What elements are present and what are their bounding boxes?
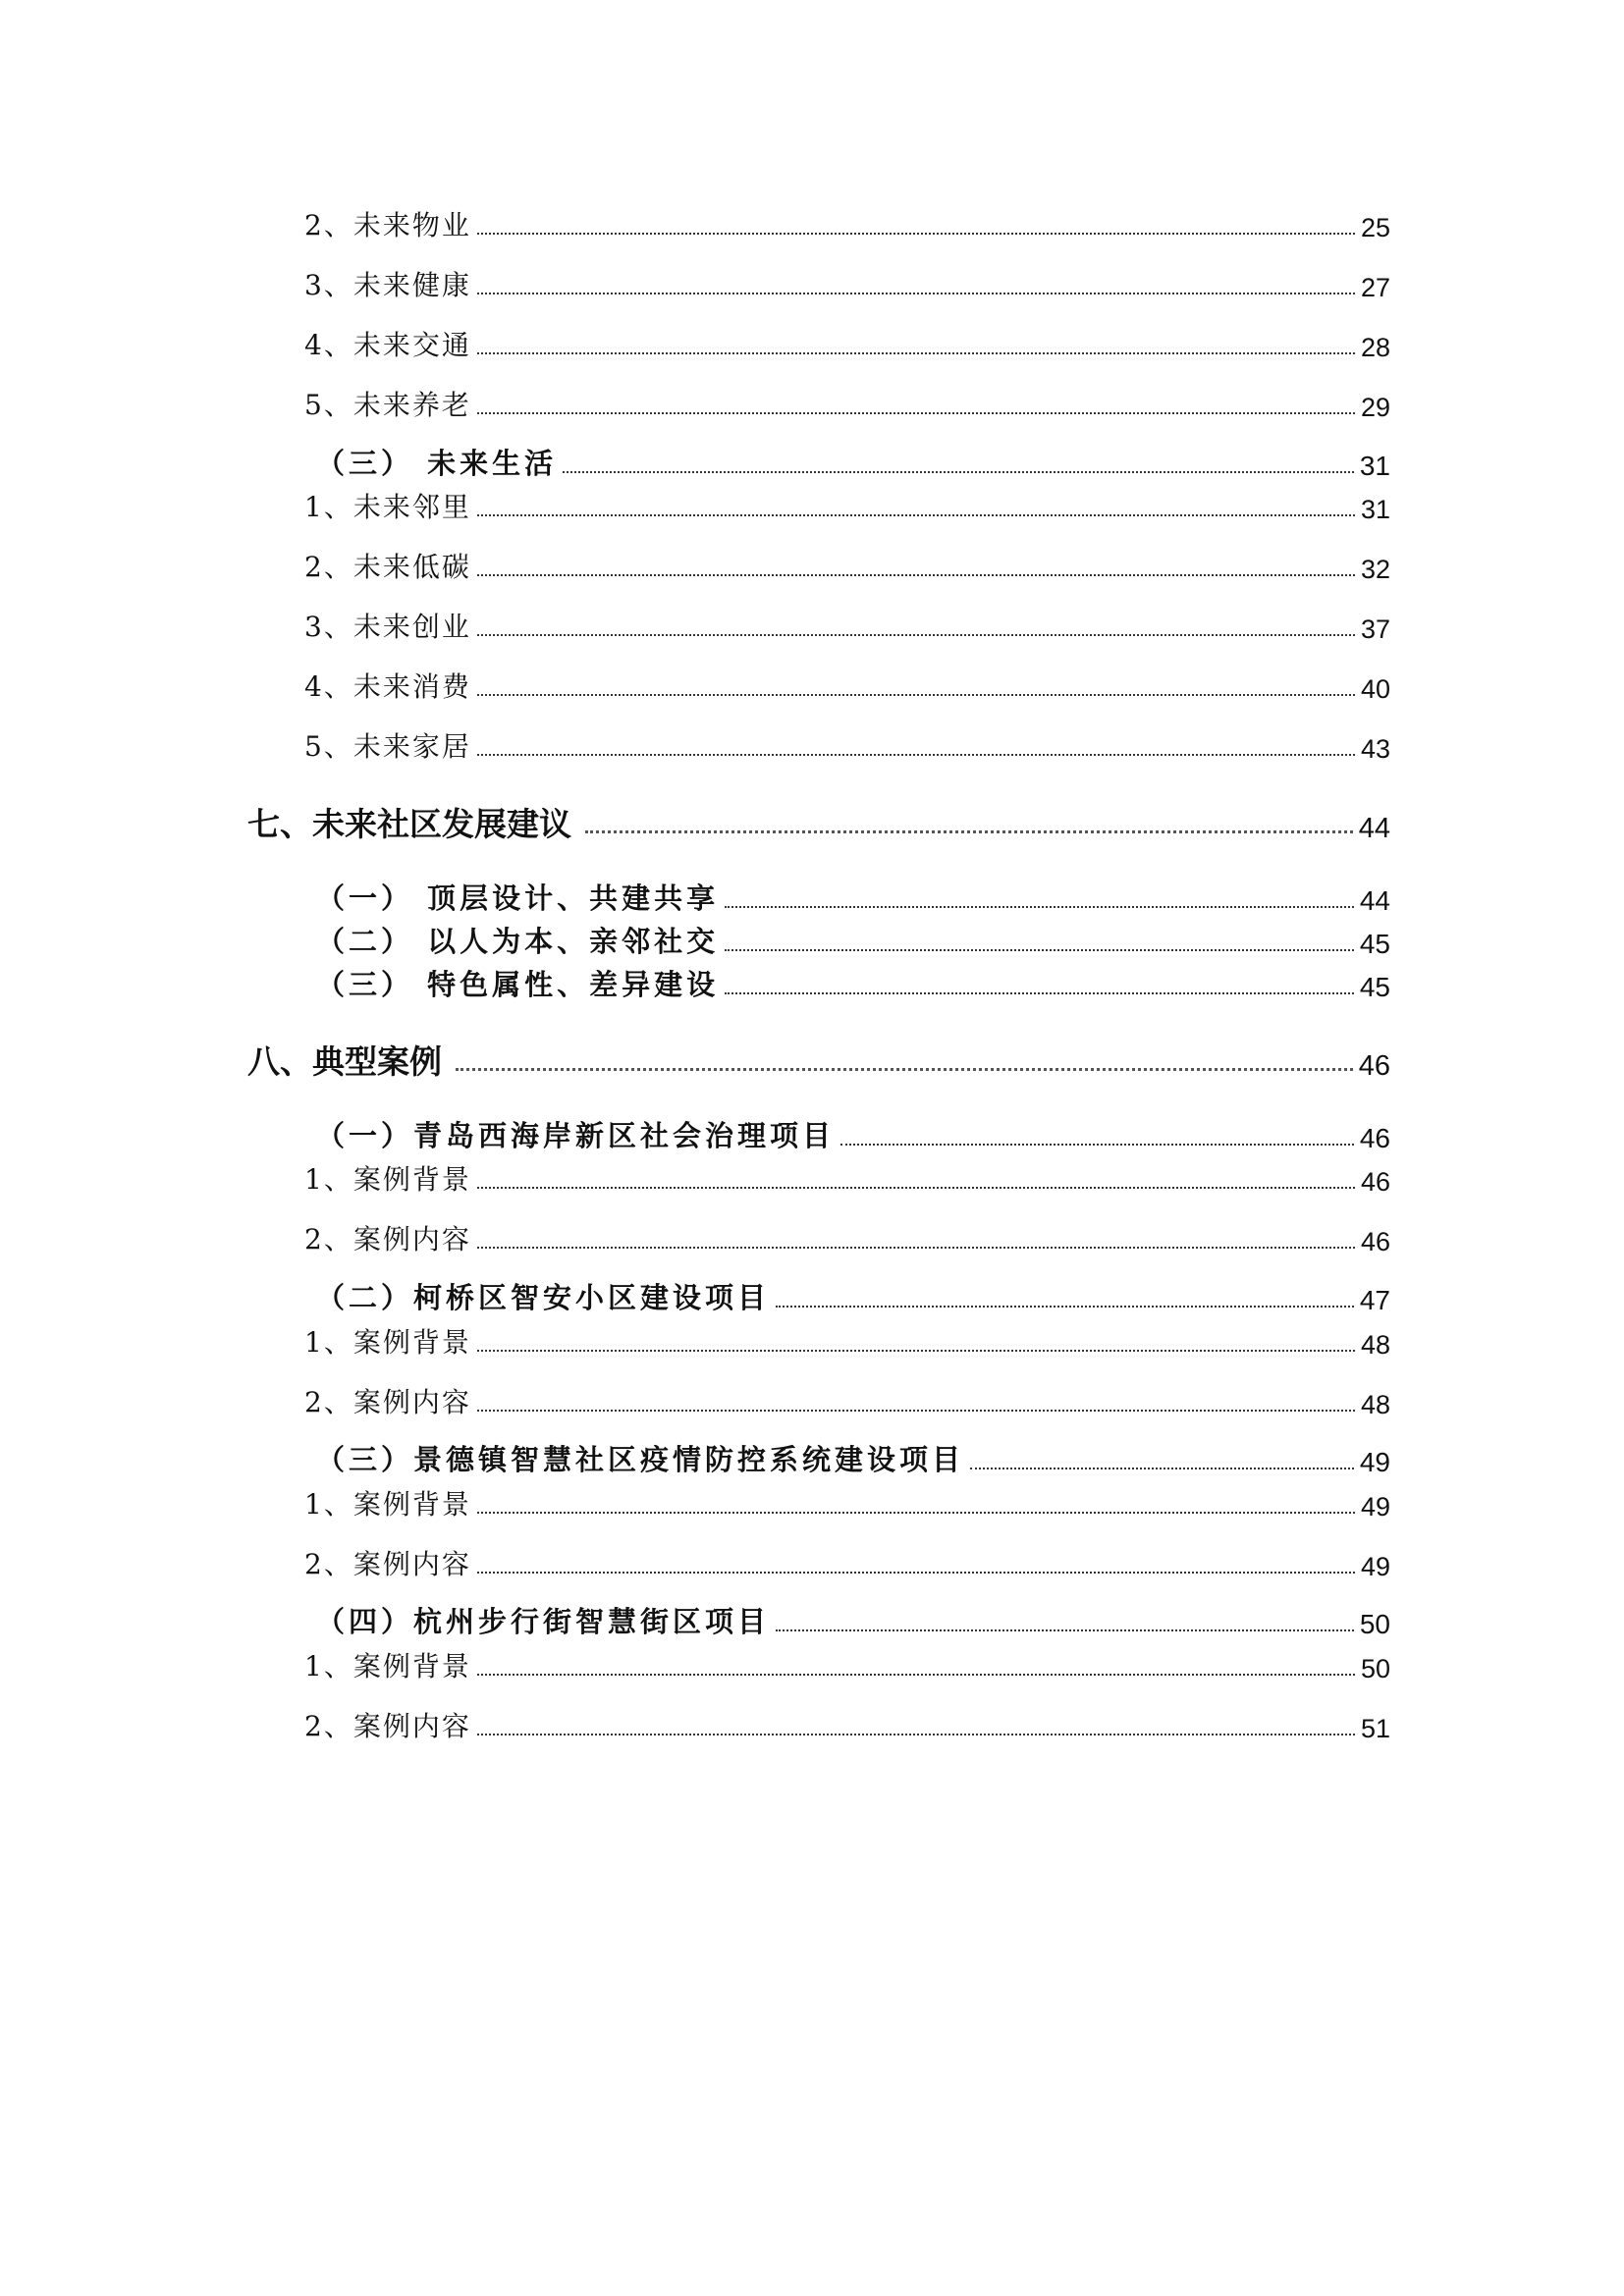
dot-leader: [477, 514, 1355, 516]
dot-leader: [477, 233, 1355, 235]
toc-section-label: （一）青岛西海岸新区社会治理项目: [316, 1119, 836, 1152]
toc-chapter[interactable]: [247, 1037, 1390, 1083]
toc-entry-page: 43: [1360, 734, 1390, 764]
toc-section[interactable]: [316, 442, 1390, 482]
toc-chapter[interactable]: [247, 799, 1390, 845]
toc-entry-label: 2、未来低碳: [304, 551, 471, 583]
toc-entry-page: 48: [1360, 1330, 1390, 1360]
toc-entry[interactable]: [304, 1158, 1390, 1198]
toc-chapter-label: 八、典型案例: [247, 1042, 442, 1081]
toc-entry[interactable]: [304, 384, 1390, 423]
dot-leader: [776, 1306, 1354, 1308]
toc-entry-label: 2、未来物业: [304, 209, 471, 241]
toc-section-label: （二）柯桥区智安小区建设项目: [316, 1281, 771, 1314]
toc-entry[interactable]: [304, 324, 1390, 363]
toc-section-label: （三） 特色属性、差异建设: [316, 968, 720, 1001]
dot-leader: [477, 754, 1355, 756]
dot-leader: [477, 694, 1355, 696]
dot-leader: [477, 634, 1355, 636]
toc-entry[interactable]: [304, 1218, 1390, 1257]
toc-entry-label: 3、未来创业: [304, 611, 471, 643]
toc-section[interactable]: [316, 963, 1390, 1003]
toc-entry-page: 50: [1360, 1654, 1390, 1683]
toc-entry[interactable]: [304, 204, 1390, 243]
dot-leader: [477, 352, 1355, 354]
toc-entry-label: 1、案例背景: [304, 1650, 471, 1682]
toc-section[interactable]: [316, 1114, 1390, 1154]
toc-entry-label: 2、案例内容: [304, 1548, 471, 1580]
dot-leader: [477, 1187, 1355, 1189]
toc-entry[interactable]: [304, 1483, 1390, 1522]
toc-entry-page: 46: [1360, 1227, 1390, 1256]
toc-section-label: （一） 顶层设计、共建共享: [316, 881, 720, 915]
toc-section[interactable]: [316, 1600, 1390, 1640]
dot-leader: [725, 906, 1354, 908]
toc-entry-label: 5、未来家居: [304, 730, 471, 763]
toc-entry[interactable]: [304, 666, 1390, 705]
toc-section[interactable]: [316, 1276, 1390, 1316]
toc-entry-label: 3、未来健康: [304, 269, 471, 301]
toc-entry[interactable]: [304, 1705, 1390, 1744]
toc-entry-label: 2、案例内容: [304, 1386, 471, 1418]
toc-entry-page: 48: [1360, 1390, 1390, 1419]
toc-entry[interactable]: [304, 1543, 1390, 1582]
toc-section-page: 46: [1359, 1123, 1390, 1153]
toc-entry-page: 49: [1360, 1492, 1390, 1522]
dot-leader: [725, 949, 1354, 951]
dot-leader: [477, 1734, 1355, 1735]
toc-entry-label: 1、未来邻里: [304, 491, 471, 523]
toc-section-page: 31: [1359, 451, 1390, 481]
dot-leader: [477, 1410, 1355, 1412]
toc-section-page: 49: [1359, 1447, 1390, 1477]
toc-entry-page: 51: [1360, 1714, 1390, 1743]
toc-entry-label: 2、案例内容: [304, 1223, 471, 1255]
toc-entry-page: 49: [1360, 1552, 1390, 1581]
dot-leader: [563, 471, 1354, 473]
toc-chapter-page: 46: [1358, 1050, 1390, 1082]
toc-section-label: （二） 以人为本、亲邻社交: [316, 925, 720, 958]
toc-entry-page: 37: [1360, 614, 1390, 644]
dot-leader: [840, 1144, 1354, 1146]
toc-entry-label: 1、案例背景: [304, 1488, 471, 1521]
dot-leader: [477, 1350, 1355, 1352]
toc-section-label: （三）景德镇智慧社区疫情防控系统建设项目: [316, 1443, 965, 1476]
toc-entry[interactable]: [304, 606, 1390, 645]
toc-entry-label: 1、案例背景: [304, 1163, 471, 1196]
toc-entry[interactable]: [304, 1381, 1390, 1420]
toc-entry-page: 46: [1360, 1167, 1390, 1197]
toc-entry[interactable]: [304, 486, 1390, 525]
toc-section-page: 45: [1359, 929, 1390, 959]
toc-entry[interactable]: [304, 546, 1390, 585]
toc-entry-page: 31: [1360, 495, 1390, 524]
dot-leader: [456, 1068, 1353, 1071]
dot-leader: [725, 992, 1354, 994]
dot-leader: [970, 1468, 1354, 1469]
toc-section-page: 50: [1359, 1609, 1390, 1639]
dot-leader: [477, 1512, 1355, 1514]
toc-section-label: （三） 未来生活: [316, 447, 558, 480]
toc-entry-page: 29: [1360, 393, 1390, 422]
toc-entry-page: 27: [1360, 273, 1390, 302]
toc-entry-page: 40: [1360, 674, 1390, 704]
toc-section[interactable]: [316, 1438, 1390, 1478]
toc-entry-label: 4、未来交通: [304, 329, 471, 361]
toc-entry[interactable]: [304, 1645, 1390, 1684]
toc-section-page: 44: [1359, 885, 1390, 916]
dot-leader: [477, 1572, 1355, 1574]
toc-entry-page: 32: [1360, 555, 1390, 584]
toc-chapter-label: 七、未来社区发展建议: [247, 805, 571, 843]
toc-section[interactable]: [316, 920, 1390, 960]
toc-entry[interactable]: [304, 1321, 1390, 1361]
toc-section-page: 45: [1359, 972, 1390, 1002]
toc-entry-label: 1、案例背景: [304, 1326, 471, 1359]
toc-section-page: 47: [1359, 1285, 1390, 1315]
toc-entry-page: 28: [1360, 333, 1390, 362]
toc-chapter-page: 44: [1358, 813, 1390, 844]
dot-leader: [585, 830, 1353, 833]
dot-leader: [477, 1674, 1355, 1676]
dot-leader: [477, 1247, 1355, 1249]
toc-section-label: （四）杭州步行街智慧街区项目: [316, 1605, 771, 1638]
dot-leader: [477, 293, 1355, 294]
toc-entry-label: 5、未来养老: [304, 389, 471, 421]
toc-entry-page: 25: [1360, 213, 1390, 242]
toc-entry[interactable]: [304, 725, 1390, 765]
toc-entry-label: 4、未来消费: [304, 670, 471, 703]
toc-section[interactable]: [316, 877, 1390, 917]
toc-entry-label: 2、案例内容: [304, 1710, 471, 1742]
dot-leader: [776, 1629, 1354, 1631]
toc-entry[interactable]: [304, 264, 1390, 303]
dot-leader: [477, 574, 1355, 576]
dot-leader: [477, 412, 1355, 414]
